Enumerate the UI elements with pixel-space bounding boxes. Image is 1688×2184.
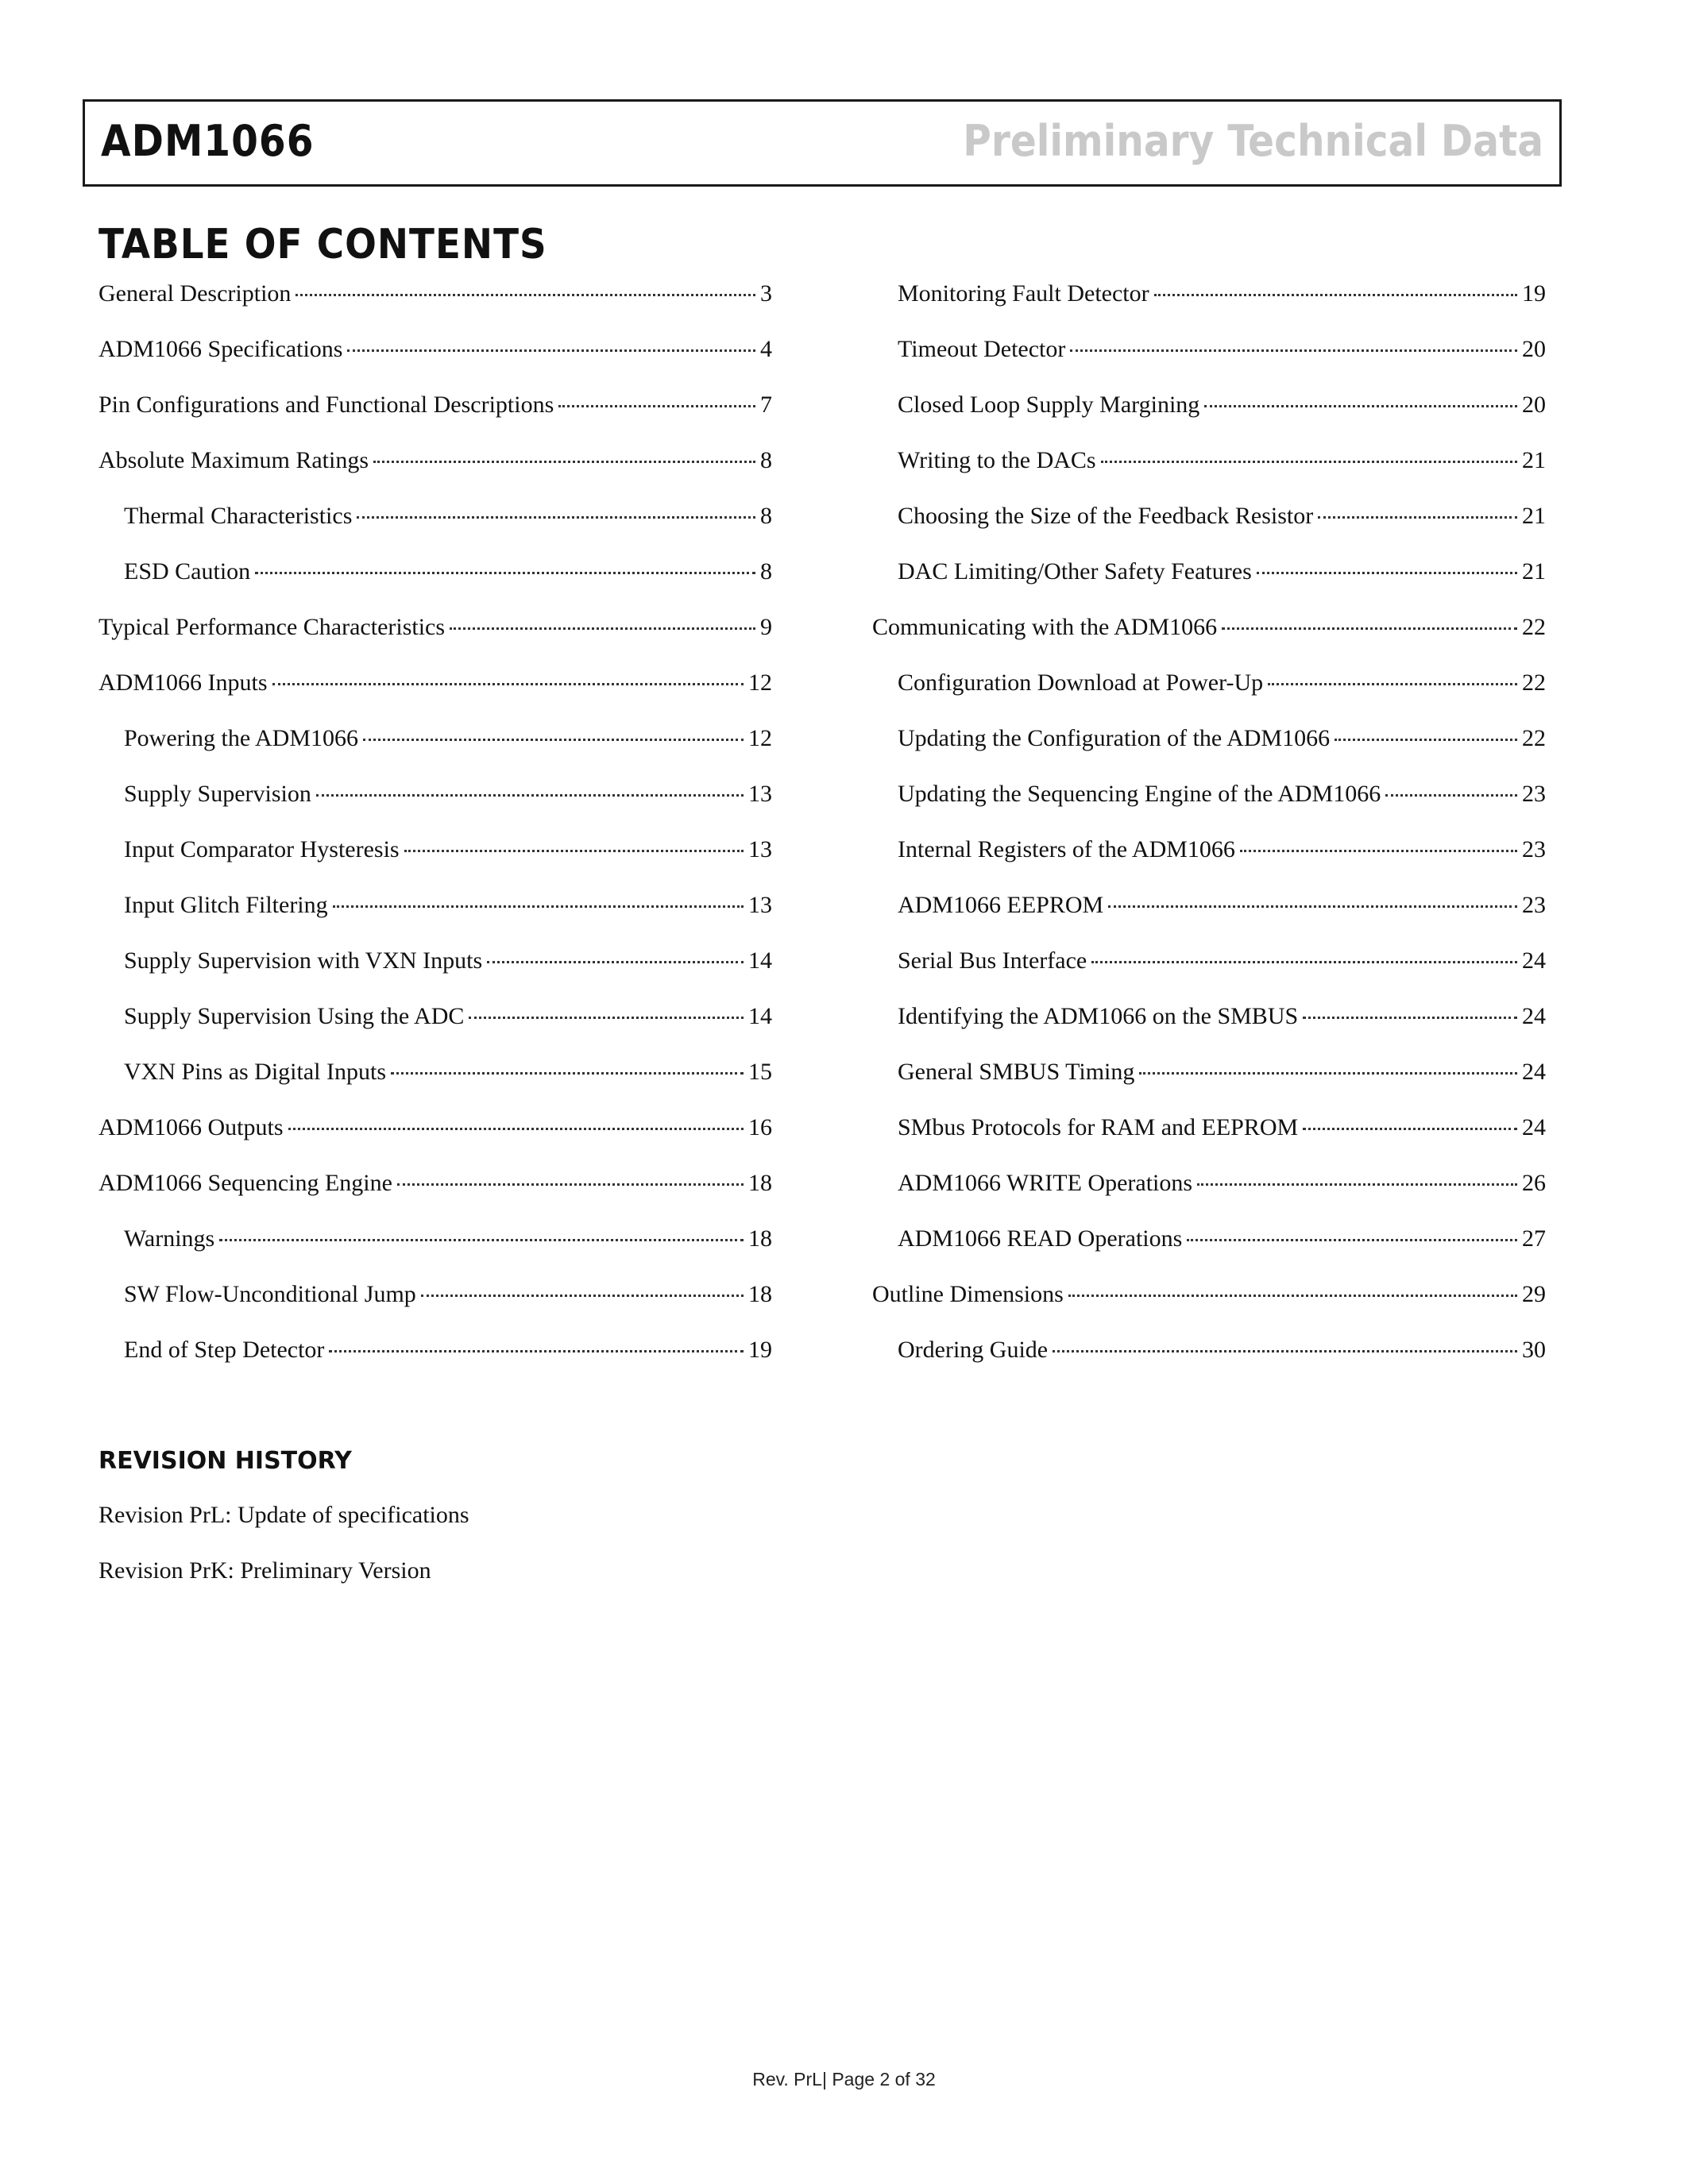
toc-entry-title: Updating the Configuration of the ADM1066 xyxy=(898,725,1331,751)
toc-leader-dots xyxy=(1204,405,1517,407)
toc-leader-dots xyxy=(469,1017,744,1019)
toc-entry-title: Typical Performance Characteristics xyxy=(98,614,446,640)
toc-leader-dots xyxy=(487,961,744,963)
toc-entry-page: 15 xyxy=(748,1059,772,1085)
toc-leader-dots xyxy=(1303,1128,1517,1130)
toc-entry[interactable] xyxy=(872,334,1546,389)
revision-entry: Revision PrK: Preliminary Version xyxy=(98,1557,431,1584)
toc-entry-page: 22 xyxy=(1522,614,1546,640)
toc-entry[interactable] xyxy=(98,500,772,556)
toc-entry-page: 22 xyxy=(1522,669,1546,696)
toc-right-column xyxy=(872,278,1546,1390)
toc-leader-dots xyxy=(329,1350,744,1352)
toc-entry-title: Pin Configurations and Functional Descriptions xyxy=(98,392,554,418)
toc-leader-dots xyxy=(295,294,755,296)
toc-entry-title: Timeout Detector xyxy=(898,336,1066,362)
toc-entry[interactable] xyxy=(98,1112,772,1167)
toc-leader-dots xyxy=(357,516,755,519)
toc-entry[interactable] xyxy=(872,889,1546,945)
toc-leader-dots xyxy=(1240,850,1517,852)
toc-entry-page: 21 xyxy=(1522,503,1546,529)
toc-entry-page: 24 xyxy=(1522,1003,1546,1029)
toc-entry-title: ADM1066 Sequencing Engine xyxy=(98,1170,392,1196)
toc-entry[interactable] xyxy=(872,945,1546,1001)
toc-entry-page: 23 xyxy=(1522,836,1546,862)
toc-entry[interactable] xyxy=(872,1001,1546,1056)
toc-entry-title: ESD Caution xyxy=(124,558,251,585)
toc-leader-dots xyxy=(558,405,755,407)
toc-entry-title: Supply Supervision xyxy=(124,781,311,807)
toc-entry-page: 7 xyxy=(760,392,772,418)
toc-entry-page: 26 xyxy=(1522,1170,1546,1196)
toc-entry-page: 12 xyxy=(748,669,772,696)
toc-entry-title: Warnings xyxy=(124,1225,215,1252)
toc-entry-title: Supply Supervision with VXN Inputs xyxy=(124,947,483,974)
toc-entry-title: ADM1066 READ Operations xyxy=(898,1225,1183,1252)
toc-entry-title: SW Flow-Unconditional Jump xyxy=(124,1281,416,1307)
toc-entry[interactable] xyxy=(872,1056,1546,1112)
toc-entry[interactable] xyxy=(98,667,772,723)
toc-leader-dots xyxy=(1335,739,1517,741)
toc-entry-title: Closed Loop Supply Margining xyxy=(898,392,1200,418)
toc-entry-title: Updating the Sequencing Engine of the ADM1066 xyxy=(898,781,1381,807)
toc-entry[interactable] xyxy=(98,945,772,1001)
document-status: Preliminary Technical Data xyxy=(963,116,1543,166)
toc-entry[interactable] xyxy=(872,1112,1546,1167)
toc-entry-page: 8 xyxy=(760,558,772,585)
revision-entry: Revision PrL: Update of specifications xyxy=(98,1502,469,1528)
toc-leader-dots xyxy=(1091,961,1517,963)
toc-entry-title: ADM1066 Outputs xyxy=(98,1114,284,1140)
toc-entry-page: 18 xyxy=(748,1170,772,1196)
toc-entry[interactable] xyxy=(872,500,1546,556)
toc-entry-page: 14 xyxy=(748,947,772,974)
toc-entry-title: End of Step Detector xyxy=(124,1337,325,1363)
toc-entry[interactable] xyxy=(98,1223,772,1279)
toc-entry[interactable] xyxy=(98,556,772,612)
toc-entry[interactable] xyxy=(872,1223,1546,1279)
toc-leader-dots xyxy=(255,572,755,574)
toc-leader-dots xyxy=(1101,461,1517,463)
toc-entry-title: Communicating with the ADM1066 xyxy=(872,614,1218,640)
page-footer: Rev. PrL| Page 2 of 32 xyxy=(752,2069,936,2089)
toc-entry-title: DAC Limiting/Other Safety Features xyxy=(898,558,1252,585)
toc-entry-title: ADM1066 EEPROM xyxy=(898,892,1104,918)
toc-entry-title: Input Glitch Filtering xyxy=(124,892,328,918)
toc-entry-page: 30 xyxy=(1522,1337,1546,1363)
toc-leader-dots xyxy=(1187,1239,1517,1241)
toc-entry-page: 29 xyxy=(1522,1281,1546,1307)
toc-entry-page: 3 xyxy=(760,280,772,307)
toc-entry-page: 21 xyxy=(1522,558,1546,585)
toc-entry-page: 27 xyxy=(1522,1225,1546,1252)
toc-title: TABLE OF CONTENTS xyxy=(98,221,547,268)
toc-entry[interactable] xyxy=(98,445,772,500)
toc-leader-dots xyxy=(1385,794,1517,797)
toc-entry[interactable] xyxy=(872,1167,1546,1223)
toc-leader-dots xyxy=(363,739,744,741)
toc-leader-dots xyxy=(1070,349,1517,352)
toc-entry-page: 13 xyxy=(748,781,772,807)
toc-entry[interactable] xyxy=(98,278,772,334)
toc-entry[interactable] xyxy=(98,889,772,945)
toc-leader-dots xyxy=(1108,905,1517,908)
toc-leader-dots xyxy=(1257,572,1517,574)
toc-entry[interactable] xyxy=(98,723,772,778)
toc-leader-dots xyxy=(373,461,755,463)
toc-entry-title: Choosing the Size of the Feedback Resistor xyxy=(898,503,1314,529)
toc-entry-title: ADM1066 Specifications xyxy=(98,336,343,362)
toc-entry-title: ADM1066 Inputs xyxy=(98,669,268,696)
page-header xyxy=(83,99,1562,187)
toc-entry-page: 24 xyxy=(1522,1059,1546,1085)
toc-entry[interactable] xyxy=(872,389,1546,445)
toc-entry-page: 14 xyxy=(748,1003,772,1029)
toc-entry[interactable] xyxy=(872,723,1546,778)
toc-entry[interactable] xyxy=(872,1334,1546,1390)
toc-leader-dots xyxy=(1139,1072,1517,1075)
toc-entry-title: Serial Bus Interface xyxy=(898,947,1087,974)
toc-entry-page: 23 xyxy=(1522,892,1546,918)
toc-entry[interactable] xyxy=(872,778,1546,834)
toc-leader-dots xyxy=(1222,627,1517,630)
toc-entry[interactable] xyxy=(872,667,1546,723)
toc-entry-title: Thermal Characteristics xyxy=(124,503,353,529)
toc-entry-title: Writing to the DACs xyxy=(898,447,1096,473)
toc-leader-dots xyxy=(1053,1350,1517,1352)
toc-leader-dots xyxy=(421,1295,744,1297)
toc-entry-page: 9 xyxy=(760,614,772,640)
toc-leader-dots xyxy=(397,1183,744,1186)
toc-entry-page: 13 xyxy=(748,892,772,918)
toc-entry[interactable] xyxy=(872,1279,1546,1334)
toc-leader-dots xyxy=(288,1128,744,1130)
toc-entry[interactable] xyxy=(98,1001,772,1056)
toc-entry-title: Absolute Maximum Ratings xyxy=(98,447,369,473)
toc-entry-page: 20 xyxy=(1522,392,1546,418)
toc-entry[interactable] xyxy=(98,334,772,389)
toc-leader-dots xyxy=(272,683,744,685)
toc-leader-dots xyxy=(1154,294,1517,296)
toc-entry-page: 18 xyxy=(748,1281,772,1307)
toc-leader-dots xyxy=(219,1239,744,1241)
toc-entry[interactable] xyxy=(98,778,772,834)
revision-history-heading: REVISION HISTORY xyxy=(98,1447,352,1475)
toc-left-column xyxy=(98,278,772,1390)
toc-leader-dots xyxy=(1268,683,1517,685)
toc-entry-title: VXN Pins as Digital Inputs xyxy=(124,1059,386,1085)
toc-entry[interactable] xyxy=(98,1167,772,1223)
toc-leader-dots xyxy=(391,1072,744,1075)
revision-history-list xyxy=(98,1499,469,1611)
toc-leader-dots xyxy=(1197,1183,1517,1186)
toc-entry-title: Input Comparator Hysteresis xyxy=(124,836,400,862)
toc-entry-page: 8 xyxy=(760,503,772,529)
toc-entry-page: 12 xyxy=(748,725,772,751)
toc-leader-dots xyxy=(316,794,744,797)
toc-entry-title: General SMBUS Timing xyxy=(898,1059,1135,1085)
toc-entry[interactable] xyxy=(872,278,1546,334)
toc-entry[interactable] xyxy=(872,556,1546,612)
toc-leader-dots xyxy=(1068,1295,1517,1297)
toc-entry-page: 24 xyxy=(1522,947,1546,974)
toc-entry-title: Powering the ADM1066 xyxy=(124,725,358,751)
toc-entry-page: 19 xyxy=(748,1337,772,1363)
toc-entry[interactable] xyxy=(872,834,1546,889)
toc-leader-dots xyxy=(1318,516,1517,519)
toc-entry-page: 19 xyxy=(1522,280,1546,307)
toc-entry-page: 20 xyxy=(1522,336,1546,362)
toc-entry-title: Internal Registers of the ADM1066 xyxy=(898,836,1235,862)
toc-entry-title: Monitoring Fault Detector xyxy=(898,280,1149,307)
toc-leader-dots xyxy=(450,627,755,630)
toc-entry[interactable] xyxy=(872,612,1546,667)
toc-entry-page: 23 xyxy=(1522,781,1546,807)
toc-entry-title: Supply Supervision Using the ADC xyxy=(124,1003,465,1029)
toc-entry-title: Ordering Guide xyxy=(898,1337,1049,1363)
toc-entry-page: 8 xyxy=(760,447,772,473)
toc-entry[interactable] xyxy=(872,445,1546,500)
toc-entry[interactable] xyxy=(98,389,772,445)
toc-entry-page: 22 xyxy=(1522,725,1546,751)
toc-entry-title: Outline Dimensions xyxy=(872,1281,1064,1307)
toc-entry[interactable] xyxy=(98,1334,772,1390)
toc-leader-dots xyxy=(333,905,744,908)
toc-entry-title: Identifying the ADM1066 on the SMBUS xyxy=(898,1003,1299,1029)
part-number: ADM1066 xyxy=(101,116,315,166)
toc-entry-page: 21 xyxy=(1522,447,1546,473)
toc-leader-dots xyxy=(404,850,744,852)
toc-leader-dots xyxy=(347,349,755,352)
toc-entry-page: 16 xyxy=(748,1114,772,1140)
toc-entry[interactable] xyxy=(98,612,772,667)
toc-entry[interactable] xyxy=(98,1279,772,1334)
toc-entry-page: 18 xyxy=(748,1225,772,1252)
toc-entry-title: SMbus Protocols for RAM and EEPROM xyxy=(898,1114,1299,1140)
toc-entry-title: ADM1066 WRITE Operations xyxy=(898,1170,1193,1196)
toc-entry-page: 13 xyxy=(748,836,772,862)
toc-leader-dots xyxy=(1303,1017,1517,1019)
toc-entry[interactable] xyxy=(98,834,772,889)
toc-entry-page: 24 xyxy=(1522,1114,1546,1140)
toc-entry-title: General Description xyxy=(98,280,292,307)
toc-entry-page: 4 xyxy=(760,336,772,362)
toc-entry[interactable] xyxy=(98,1056,772,1112)
toc-entry-title: Configuration Download at Power-Up xyxy=(898,669,1264,696)
